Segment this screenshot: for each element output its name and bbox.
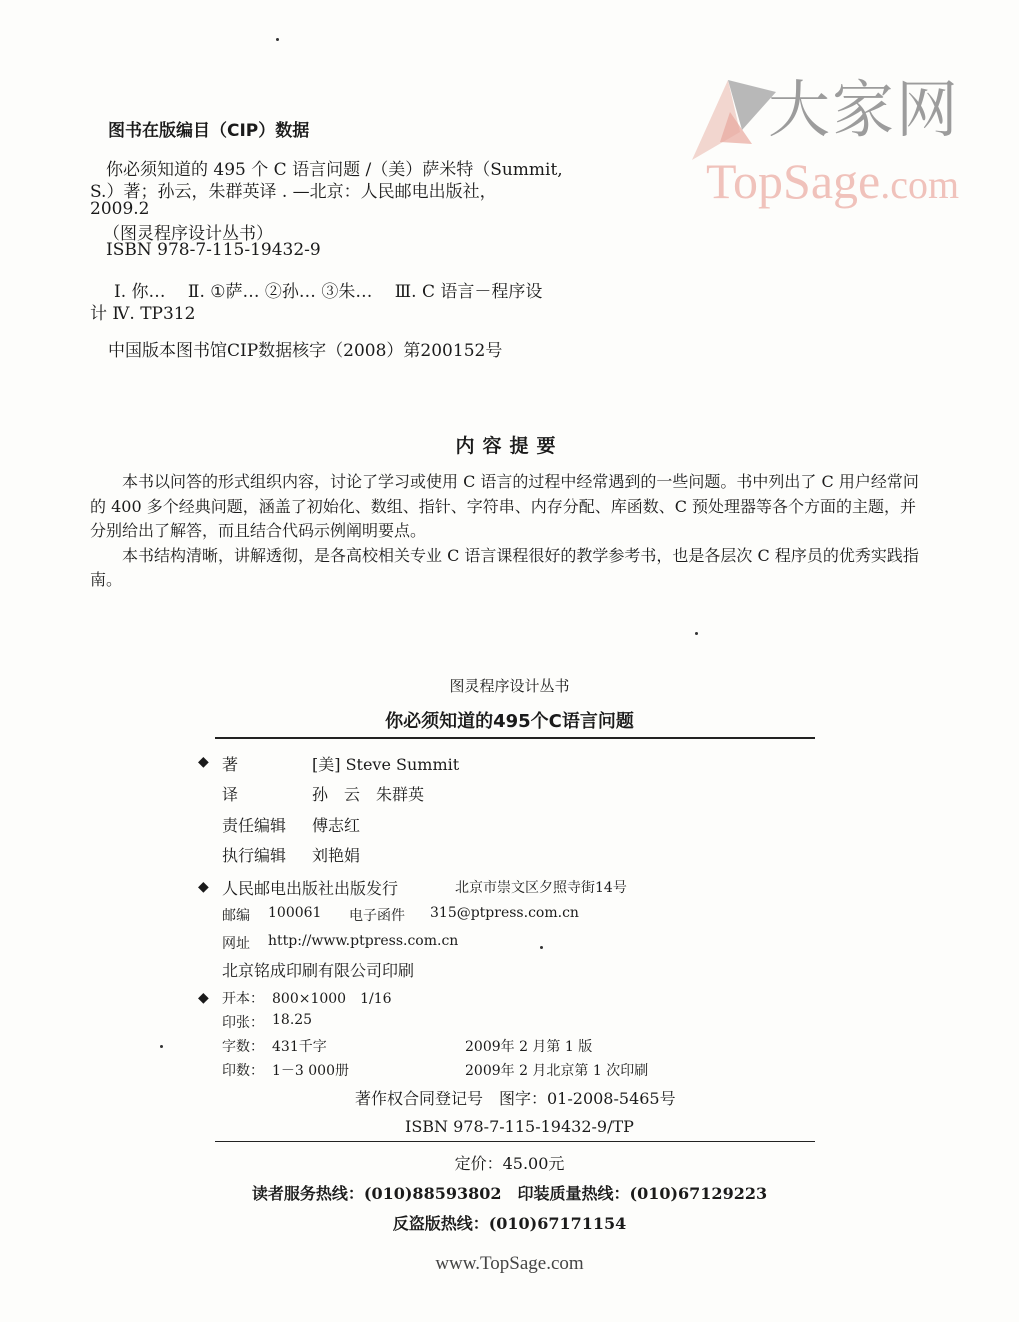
postcode-label: 邮编	[222, 908, 250, 924]
watermark-brand: TopSage.com	[706, 153, 960, 209]
divider-top	[215, 737, 815, 739]
scan-speck	[276, 38, 279, 41]
footer-url: www.TopSage.com	[435, 1253, 584, 1274]
summary-paragraph-1: 本书以问答的形式组织内容，讨论了学习或使用 C 语言的过程中经常遇到的一些问题。书中列出了 C 用户经常问的 400 多个经典问题，涵盖了初始化、数组、指针、字符串、内存分配、库函数、C 预处理器等各个方面的主题，并分别给出了解答，而且结合代码示例阐明要点。	[90, 472, 919, 540]
antipiracy-hotline: 反盗版热线：(010)67171154	[392, 1214, 627, 1233]
summary-title: 内容提要	[455, 435, 564, 457]
printing: 2009年 2 月北京第 1 次印刷	[465, 1063, 649, 1079]
scan-speck	[160, 1045, 163, 1048]
publisher: 人民邮电出版社出版发行	[222, 879, 399, 898]
words-label: 字数：	[222, 1039, 264, 1055]
address: 北京市崇文区夕照寺街14号	[455, 880, 627, 896]
website-label: 网址	[222, 936, 250, 952]
words-value: 431千字	[272, 1039, 327, 1055]
cip-line-3: 2009.2	[90, 199, 150, 219]
watermark-chinese: 大家网	[768, 73, 961, 146]
bullet-icon: ◆	[198, 990, 209, 1006]
cip-line-1: 你必须知道的 495 个 C 语言问题 /（美）萨米特（Summit,	[106, 160, 563, 180]
email-value: 315@ptpress.com.cn	[430, 905, 579, 921]
copyright-registration: 著作权合同登记号 图字：01-2008-5465号	[355, 1089, 676, 1108]
summary-paragraph-2: 本书结构清晰，讲解透彻，是各高校相关专业 C 语言课程很好的教学参考书，也是各层次 C 程序员的优秀实践指南。	[90, 545, 919, 589]
scan-speck	[695, 632, 698, 635]
copies-value: 1－3 000册	[272, 1063, 349, 1079]
editor-value: 傅志红	[312, 816, 361, 835]
topsage-logo-icon	[690, 72, 780, 164]
cip-line-2: S.）著；孙云，朱群英译 . —北京：人民邮电出版社，	[90, 182, 497, 202]
cip-classification-2: 计 Ⅳ. TP312	[90, 304, 196, 324]
cip-classification-1: Ⅰ. 你… Ⅱ. ①萨… ②孙… ③朱… Ⅲ. C 语言－程序设	[114, 282, 543, 302]
sheets-value: 18.25	[272, 1012, 313, 1028]
service-hotline: 读者服务热线：(010)88593802 印装质量热线：(010)67129223	[251, 1184, 768, 1203]
edition: 2009年 2 月第 1 版	[465, 1039, 593, 1055]
format-label: 开本：	[222, 991, 264, 1007]
exec-editor-label: 执行编辑	[222, 846, 287, 865]
editor-label: 责任编辑	[222, 816, 287, 835]
email-label: 电子函件	[349, 908, 405, 924]
cip-line-5: ISBN 978-7-115-19432-9	[106, 240, 321, 260]
cip-line-4: （图灵程序设计丛书）	[103, 224, 273, 244]
cip-number: 中国版本图书馆CIP数据核字（2008）第200152号	[108, 341, 503, 361]
price: 定价：45.00元	[454, 1154, 565, 1173]
book-title: 你必须知道的495个C语言问题	[385, 711, 634, 732]
bullet-icon: ◆	[198, 754, 209, 770]
website-value: http://www.ptpress.com.cn	[268, 933, 459, 949]
postcode-value: 100061	[268, 905, 322, 921]
format-value: 800×1000 1/16	[272, 991, 392, 1007]
summary-body	[90, 470, 930, 593]
bullet-icon: ◆	[198, 879, 209, 895]
author-label: 著	[222, 755, 239, 774]
divider-bottom	[215, 1141, 815, 1142]
scan-speck	[540, 946, 543, 949]
printer: 北京铭成印刷有限公司印刷	[222, 961, 415, 980]
sheets-label: 印张：	[222, 1015, 264, 1031]
exec-editor-value: 刘艳娟	[312, 846, 361, 865]
translator-label: 译	[222, 785, 239, 804]
copies-label: 印数：	[222, 1063, 264, 1079]
cip-title: 图书在版编目（CIP）数据	[108, 121, 310, 141]
series-name: 图灵程序设计丛书	[449, 677, 570, 695]
translator-value: 孙 云 朱群英	[312, 785, 425, 804]
author-value: [美] Steve Summit	[312, 755, 460, 774]
isbn: ISBN 978-7-115-19432-9/TP	[405, 1117, 634, 1136]
